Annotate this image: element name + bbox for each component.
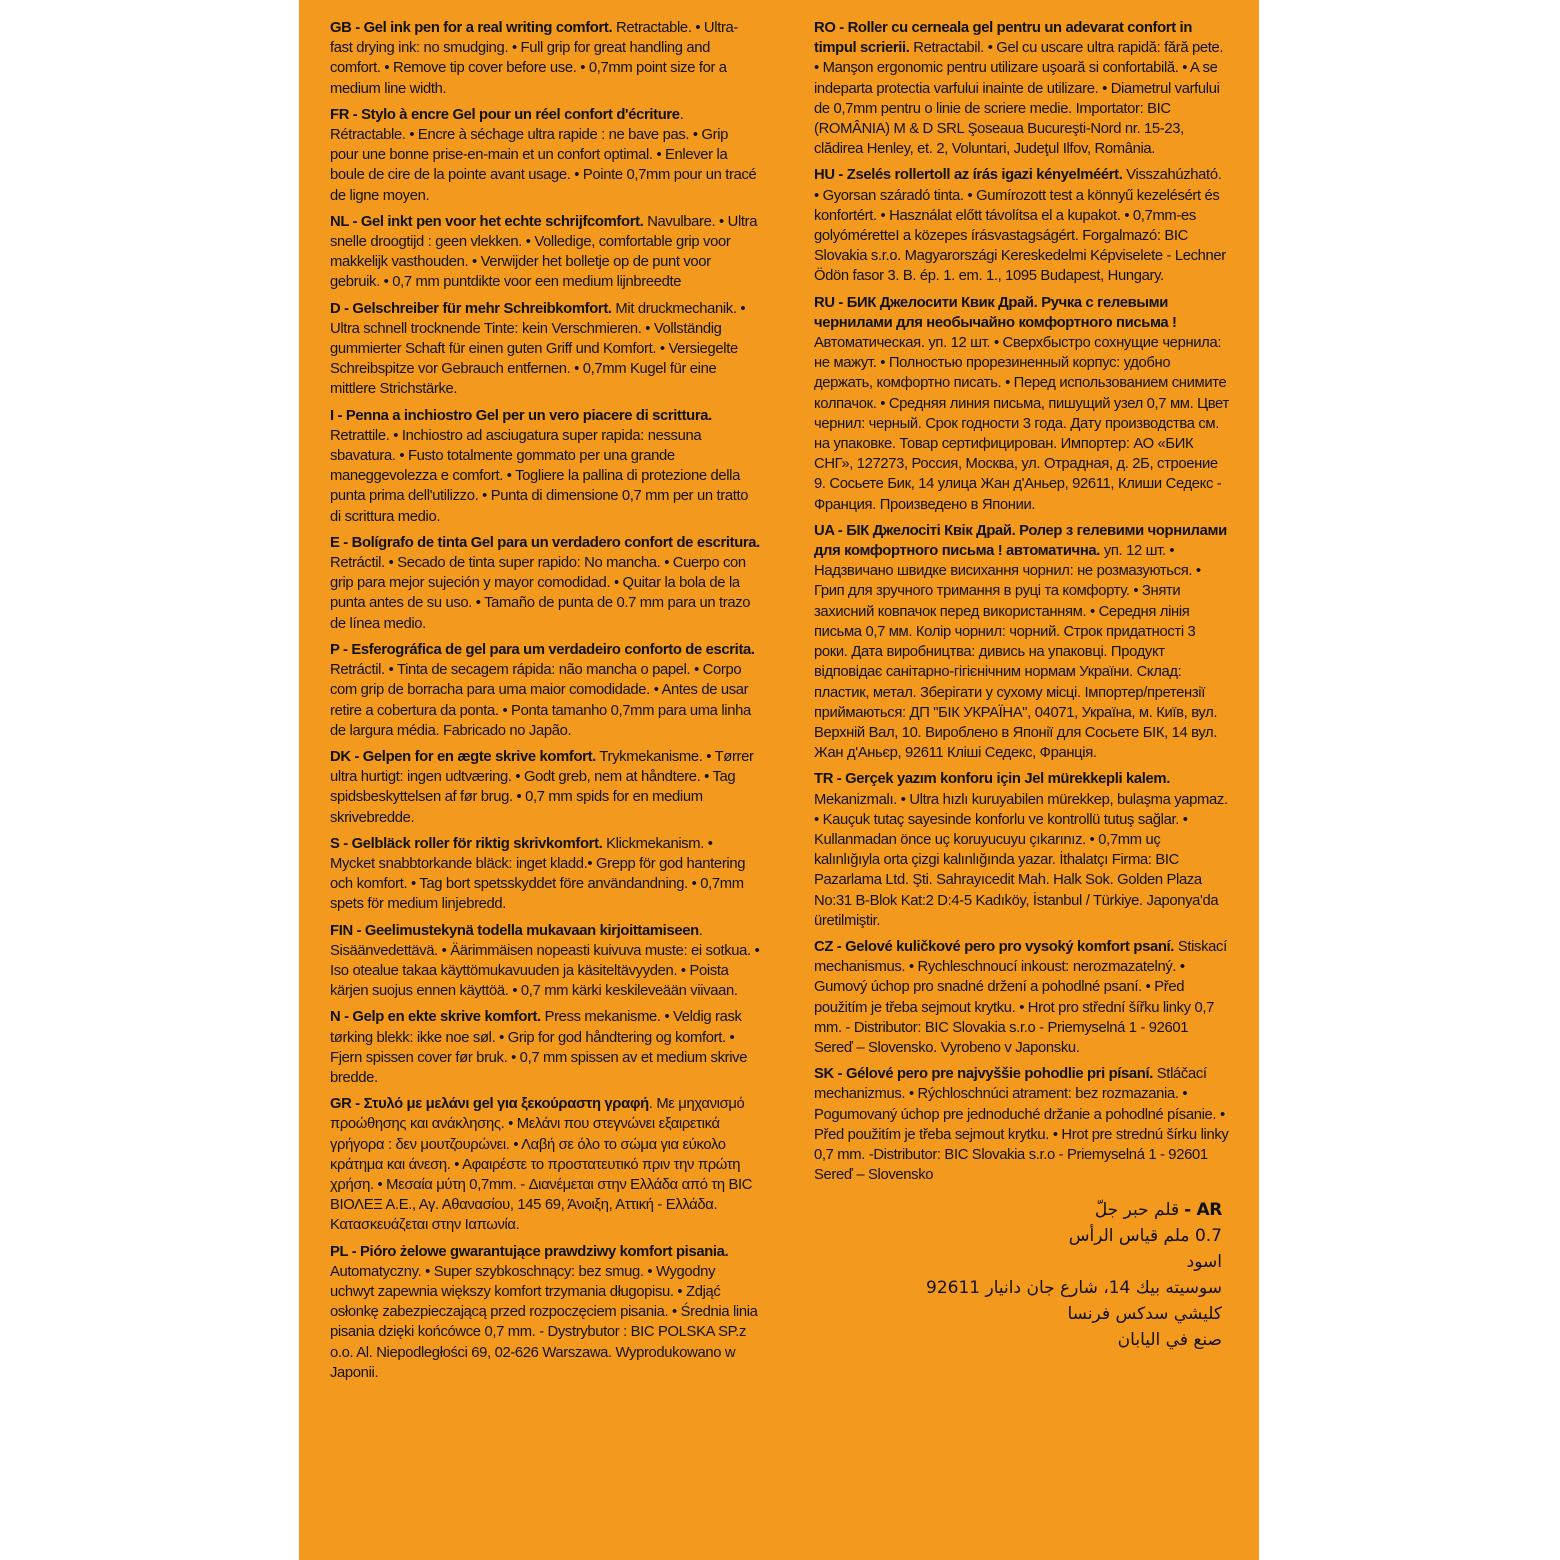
lang-entry-tr bbox=[814, 769, 1229, 931]
entry-heading: I - Penna a inchiostro Gel per un vero piacere di scrittura. bbox=[330, 407, 712, 424]
lang-entry-cz bbox=[814, 937, 1229, 1058]
lang-entry-nl bbox=[330, 212, 760, 293]
entry-heading: RO - Roller cu cerneala gel pentru un adevarat confort in timpul scrierii. bbox=[814, 20, 1193, 57]
entry-body: Retractable. • Ultra-fast drying ink: no smudging. • Full grip for great handling and comfort. • Remove tip cover before use. • 0,7mm point size for a medium line width. bbox=[330, 20, 738, 97]
entry-heading: E - Bolígrafo de tinta Gel para un verdadero confort de escritura. bbox=[330, 534, 760, 551]
lang-entry-dk bbox=[330, 747, 760, 828]
entry-body: Mekanizmalı. • Ultra hızlı kuruyabilen mürekkep, bulaşma yapmaz. • Kauçuk tutaç sayesinde konforlu ve kontrollü tutuş sağlar. • Kullanmadan önce uç koruyucuyu çıkarınız. • 0,7mm uç kalınlığıyla orta çizgi kalınlığında yazar. İthalatçı Firma: BIC Pazarlama Ltd. Şti. Sahrayıcedit Mah. Halk Sok. Golden Plaza No:31 B-Blok Kat:2 D:4-5 Kadıköy, İstanbul / Türkiye. Japonya'da üretilmiştir. bbox=[814, 791, 1228, 929]
entry-body: Visszahúzható. • Gyorsan száradó tinta. • Gumírozott test a könnyű kezelésért és konfortért. • Használat előtt távolítsa el a kupakot. • 0,7mm-es golyóméretteI a közepes írásvastagságért. Forgalmazó: BIC Slovakia s.r.o. Magyarországi Kereskedelmi Képviselete - Lechner Ödön fasor 3. B. ép. 1. em. 1., 1095 Budapest, Hungary. bbox=[814, 167, 1226, 285]
entry-body: Retrattile. • Inchiostro ad asciugatura super rapida: nessuna sbavatura. • Fusto totalmente gommato per una grande maneggevolezza e comfort. • Togliere la pallina di protezione della punta prima dell'utilizzo. • Punta di dimensione 0,7 mm per un tratto di scrittura medio. bbox=[330, 427, 749, 525]
entry-body: уп. 12 шт. • Надзвичано швидке висихання чорнил: не розмазуються. • Грип для зручного тримання в руці та комфорту. • Зняти захисний ковпачок перед використанням. • Середня лінія письма 0,7 мм. Колір чорнил: чорний. Строк придатності 3 роки. Дата виробництва: дивись на упаковці. Продукт відповідає санітарно-гігієнічним нормам України. Склад: пластик, метал. Зберігати у сухому місці. Імпортер/претензії приймаються: ДП "БІК УКРАЇНА", 04071, Україна, м. Київ, вул. Верхній Вал, 10. Вироблено в Японії для Сосьете БІК, 14 вул. Жан д'Аньєр, 92611 Кліші Седекс, Франція. bbox=[814, 543, 1218, 762]
entry-body: Retráctil. • Tinta de secagem rápida: não mancha o papel. • Corpo com grip de borracha para uma maior comodidade. • Antes de usar retire a cobertura da ponta. • Ponta tamanho 0,7mm para uma linha de largura média. Fabricado no Japão. bbox=[330, 662, 751, 739]
lang-entry-n bbox=[330, 1007, 760, 1088]
label-panel bbox=[299, 0, 1259, 1560]
entry-heading: N - Gelp en ekte skrive komfort. bbox=[330, 1009, 541, 1026]
entry-body: Mit druckmechanik. • Ultra schnell trocknende Tinte: kein Verschmieren. • Vollständig gummierter Schaft für einen guten Griff und Komfort. • Versiegelte Schreibspitze vor Gebrauch entfernen. • 0,7mm Kugel für eine mittlere Strichstärke. bbox=[330, 300, 746, 398]
lang-entry-fr bbox=[330, 105, 760, 206]
lang-entry-sk bbox=[814, 1064, 1229, 1185]
entry-heading: FR - Stylo à encre Gel pour un réel confort d'écriture bbox=[330, 106, 680, 123]
ar-title-line bbox=[814, 1197, 1222, 1223]
entry-heading: TR - Gerçek yazım konforu için Jel mürekkepli kalem. bbox=[814, 771, 1170, 788]
lang-entry-e bbox=[330, 533, 760, 634]
ar-ink-color: اسود bbox=[1186, 1252, 1222, 1273]
ar-city: كليشي سدكس فرنسا bbox=[1067, 1304, 1222, 1325]
entry-body: Navulbare. • Ultra snelle droogtijd : geen vlekken. • Volledige, comfortable grip voor makkelijk vasthouden. • Verwijder het bolletje op de punt voor gebruik. • 0,7 mm puntdikte voor een medium lijnbreedte bbox=[330, 213, 758, 291]
entry-heading: DK - Gelpen for en ægte skrive komfort. bbox=[330, 748, 596, 765]
entry-body: Klickmekanism. • Mycket snabbtorkande bläck: inget kladd.• Grepp för god hantering och komfort. • Tag bort spetsskyddet före användandning. • 0,7mm spets för medium linjebredd. bbox=[330, 835, 746, 913]
ar-address: سوسيته بيك 14، شارع جان دانيار 92611 bbox=[926, 1278, 1222, 1299]
entry-body: Trykmekanisme. • Tørrer ultra hurtigt: ingen udtværing. • Godt greb, nem at håndtere. • Tag spidsbeskyttelsen af før brug. • 0,7 mm spids for en medium skrivebredde. bbox=[330, 748, 754, 826]
lang-entry-pl bbox=[330, 1242, 760, 1383]
entry-heading: P - Esferográfica de gel para um verdadeiro conforto de escrita. bbox=[330, 641, 755, 658]
entry-heading: GB - Gel ink pen for a real writing comfort. bbox=[330, 20, 613, 36]
entry-heading: GR - Στυλό με μελάνι gel για ξεκούραστη γραφή bbox=[330, 1096, 649, 1113]
lang-entry-ro bbox=[814, 18, 1229, 159]
entry-heading: S - Gelbläck roller för riktig skrivkomfort. bbox=[330, 835, 603, 852]
entry-body: . Με μηχανισμό προώθησης και ανάκλησης. • Μελάνι που στεγνώνει εξαιρετικά γρήγορα : δεν μουτζουρώνει. • Λαβή σε όλο το σώμα για εύκολο κράτημα και άνεση. • Αφαιρέστε το προστατευτικό πριν την πρώτη χρήση. • Μεσαία μύτη 0,7mm. - Διανέμεται στην Ελλάδα από τη BIC ΒΙΟΛΕΞ Α.Ε., Αγ. Αθανασίου, 145 69, Άνοιξη, Αττική - Ελλάδα. Κατασκευάζεται στην Ιαπωνία. bbox=[330, 1096, 753, 1234]
entry-heading: D - Gelschreiber für mehr Schreibkomfort. bbox=[330, 300, 612, 317]
ar-code: AR - bbox=[1184, 1200, 1222, 1221]
entry-body: Press mekanisme. • Veldig rask tørking blekk: ikke noe søl. • Grip for god håndtering og komfort. • Fjern spissen cover før bruk. • 0,7 mm spissen av et medium skrive bredde. bbox=[330, 1009, 748, 1086]
entry-heading: CZ - Gelové kuličkové pero pro vysoký komfort psaní. bbox=[814, 938, 1175, 955]
entry-body: . Sisäänvedettävä. • Äärimmäisen nopeasti kuivuva muste: ei sotkua. • Iso otealue takaa käyttömukavuuden ja käsiteltävyyden. • Poista kärjen suojus ennen käyttöä. • 0,7 mm kärki keskileveään viivaan. bbox=[330, 922, 760, 1000]
entry-heading: NL - Gel inkt pen voor het echte schrijfcomfort. bbox=[330, 213, 644, 230]
entry-body: Retractabil. • Gel cu uscare ultra rapidă: fără pete. • Manşon ergonomic pentru utilizare uşoară si confortabilă. • A se indeparta protectia varfului inainte de utilizare. • Diametrul varfului de 0,7mm pentru o linie de scriere medie. Importator: BIC (ROMÂNIA) M & D SRL Şoseaua Bucureşti-Nord nr. 15-23, clădirea Henley, et. 2, Voluntari, Judeţul Ilfov, România. bbox=[814, 40, 1224, 158]
lang-entry-i bbox=[330, 406, 760, 527]
entry-body: Automatyczny. • Super szybkoschnący: bez smug. • Wygodny uchwyt zapewnia większy komfort trzymania długopisu. • Zdjąć osłonkę zabezpieczającą przed rozpoczęciem pisania. • Średnia linia pisania dzięki końcówce 0,7 mm. - Dystrybutor : BIC POLSKA SP.z o.o. Al. Niepodległości 69, 02-626 Warszawa. Wyprodukowano w Japonii. bbox=[330, 1263, 758, 1381]
lang-entry-ar bbox=[814, 1197, 1229, 1353]
entry-body: Retráctil. • Secado de tinta super rapido: No mancha. • Cuerpo con grip para mejor sujeción y mayor comodidad. • Quitar la bola de la punta antes de su uso. • Tamaño de punta de 0.7 mm para un trazo de línea medio. bbox=[330, 555, 751, 632]
entry-heading: FIN - Geelimustekynä todella mukavaan kirjoittamiseen bbox=[330, 922, 699, 939]
ar-point-size: 0.7 ملم قياس الرأس bbox=[1068, 1226, 1222, 1247]
lang-entry-fin bbox=[330, 921, 760, 1002]
entry-body: . Rétractable. • Encre à séchage ultra rapide : ne bave pas. • Grip pour une bonne prise-en-main et un confort optimal. • Enlever la boule de cire de la pointe avant usage. • Pointe 0,7mm pour un tracé de ligne moyen. bbox=[330, 106, 757, 204]
entry-heading: RU - БИК Джелосити Квик Драй. Ручка с гелевыми чернилами для необычайно комфортного письма ! bbox=[814, 294, 1177, 331]
entry-body: Stiskací mechanismus. • Rychleschnoucí inkoust: nerozmazatelný. • Gumový úchop pro snadné držení a pohodlné psaní. • Před použitím je třeba sejmout krytku. • Hrot pro střední šířku linky 0,7 mm. - Distributor: BIC Slovakia s.r.o - Priemyselná 1 - 92601 Sereď – Slovensko. Vyrobeno v Japonsku. bbox=[814, 938, 1227, 1056]
entry-body: Stláčací mechanizmus. • Rýchloschnúci atrament: bez rozmazania. • Pogumovaný úchop pre jednoduché držanie a pohodlné písanie. • Před použitím je třeba sejmout krytku. • Hrot pre strednú šírku linky 0,7 mm. -Distributor: BIC Slovakia s.r.o - Priemyselná 1 - 92601 Sereď – Slovensko bbox=[814, 1066, 1229, 1184]
entry-heading: PL - Pióro żelowe gwarantujące prawdziwy komfort pisania. bbox=[330, 1243, 729, 1260]
lang-entry-hu bbox=[814, 165, 1229, 286]
left-column bbox=[330, 18, 760, 1389]
lang-entry-ru bbox=[814, 293, 1229, 515]
lang-entry-gr bbox=[330, 1094, 760, 1235]
lang-entry-p bbox=[330, 640, 760, 741]
lang-entry-d bbox=[330, 299, 760, 400]
ar-origin: صنع في اليابان bbox=[1117, 1330, 1222, 1351]
lang-entry-gb bbox=[330, 18, 760, 99]
right-column bbox=[814, 18, 1229, 1353]
entry-heading: HU - Zselés rollertoll az írás igazi kényelméért. bbox=[814, 167, 1123, 184]
entry-heading: SK - Gélové pero pre najvyššie pohodlie pri písaní. bbox=[814, 1066, 1154, 1083]
entry-heading: UA - БІК Джелосіті Квік Драй. Ролер з гелевими чорнилами для комфортного письма ! автоматична. bbox=[814, 522, 1227, 560]
entry-body: Автоматическая. уп. 12 шт. • Сверхбыстро сохнущие чернила: не мажут. • Полностью прорезиненный корпус: удобно держать, комфортно писать. • Перед использованием снимите колпачок. • Средняя линия письма, пишущий узел 0,7 мм. Цвет чернил: черный. Срок годности 3 года. Дату производства см. на упаковке. Товар сертифицирован. Импортер: АО «БИК СНГ», 127273, Россия, Москва, ул. Отрадная, д. 2Б, строение 9. Сосьете Бик, 14 улица Жан д'Аньер, 92611, Клиши Седекс - Франция. Произведено в Японии. bbox=[814, 335, 1229, 513]
lang-entry-ua bbox=[814, 521, 1229, 763]
ar-title: قلم حبر جلّ bbox=[1094, 1200, 1180, 1221]
lang-entry-s bbox=[330, 834, 760, 915]
